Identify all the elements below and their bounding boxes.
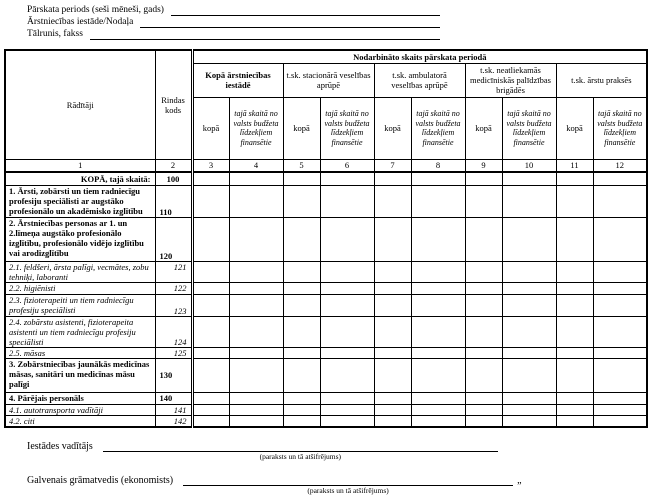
subheader-budget-3: tajā skaitā no valsts budžeta līdzekļiem finansētie [411,97,465,159]
data-cell-col8[interactable] [411,358,465,392]
subheader-total-2: kopā [283,97,320,159]
data-cell-col3[interactable] [192,261,229,282]
data-cell-col7[interactable] [374,358,411,392]
data-cell-col5[interactable] [283,185,320,217]
data-cell-col8[interactable] [411,185,465,217]
data-cell-col11[interactable] [556,217,593,261]
data-cell-col5[interactable] [283,415,320,427]
data-cell-col6[interactable] [320,282,374,294]
row-code: 120 [155,217,192,261]
data-cell-col10[interactable] [502,294,556,316]
table-row [5,358,647,392]
data-cell-col6[interactable] [320,347,374,358]
row-code: 110 [155,185,192,217]
phone-fax-field [27,28,440,40]
column-number: 8 [411,159,465,172]
row-code: 141 [155,404,192,415]
row-indicator-label: 2.2. higiēnisti [5,282,155,294]
data-cell-col12[interactable] [593,358,647,392]
data-cell-col8[interactable] [411,415,465,427]
row-code: 124 [155,316,192,347]
data-cell-col8[interactable] [411,172,465,185]
group-header-inpatient-care: t.sk. stacionārā veselības aprūpē [283,63,374,97]
data-cell-col10[interactable] [502,392,556,404]
data-cell-col4[interactable] [229,282,283,294]
data-cell-col11[interactable] [556,316,593,347]
data-cell-col11[interactable] [556,294,593,316]
data-cell-col8[interactable] [411,392,465,404]
data-cell-col3[interactable] [192,294,229,316]
data-cell-col3[interactable] [192,392,229,404]
column-number: 12 [593,159,647,172]
data-cell-col4[interactable] [229,172,283,185]
row-code-header: Rindas kods [155,50,192,159]
data-cell-col4[interactable] [229,358,283,392]
row-indicator-label: 4.1. autotransporta vadītāji [5,404,155,415]
table-body [5,172,647,427]
data-cell-col5[interactable] [283,294,320,316]
subheader-total-4: kopā [465,97,502,159]
data-cell-col7[interactable] [374,172,411,185]
header-row-column-numbers [5,159,647,172]
data-cell-col9[interactable] [465,217,502,261]
subheader-total-3: kopā [374,97,411,159]
data-cell-col7[interactable] [374,282,411,294]
data-cell-col8[interactable] [411,404,465,415]
institution-input-line[interactable] [140,18,440,28]
table-row [5,415,647,427]
data-cell-col10[interactable] [502,316,556,347]
data-cell-col3[interactable] [192,358,229,392]
data-cell-col4[interactable] [229,185,283,217]
data-cell-col7[interactable] [374,185,411,217]
group-header-emergency-brigades: t.sk. neatliekamās medicīniskās palīdzības brigādēs [465,63,556,97]
subheader-budget-4: tajā skaitā no valsts budžeta līdzekļiem finansētie [502,97,556,159]
column-number: 4 [229,159,283,172]
data-cell-col12[interactable] [593,404,647,415]
data-cell-col11[interactable] [556,282,593,294]
data-cell-col8[interactable] [411,217,465,261]
subheader-budget-1: tajā skaitā no valsts budžeta līdzekļiem finansētie [229,97,283,159]
data-cell-col9[interactable] [465,404,502,415]
data-cell-col9[interactable] [465,347,502,358]
group-header-doctor-practices: t.sk. ārstu praksēs [556,63,647,97]
data-cell-col8[interactable] [411,282,465,294]
data-cell-col10[interactable] [502,185,556,217]
data-cell-col11[interactable] [556,185,593,217]
data-cell-col11[interactable] [556,358,593,392]
data-cell-col9[interactable] [465,294,502,316]
data-cell-col3[interactable] [192,415,229,427]
data-cell-col5[interactable] [283,316,320,347]
signature-caption: (paraksts un tā atšifrējums) [307,485,389,495]
data-cell-col7[interactable] [374,217,411,261]
row-indicator-label: KOPĀ, tajā skaitā: [5,172,155,185]
data-cell-col6[interactable] [320,217,374,261]
table-row [5,185,647,217]
subheader-total-1: kopā [192,97,229,159]
data-cell-col6[interactable] [320,294,374,316]
data-cell-col7[interactable] [374,316,411,347]
row-code: 122 [155,282,192,294]
data-cell-col9[interactable] [465,172,502,185]
table-row [5,217,647,261]
column-number: 6 [320,159,374,172]
data-cell-col4[interactable] [229,316,283,347]
data-cell-col8[interactable] [411,261,465,282]
data-cell-col10[interactable] [502,358,556,392]
data-cell-col5[interactable] [283,347,320,358]
data-cell-col12[interactable] [593,172,647,185]
data-cell-col6[interactable] [320,316,374,347]
data-cell-col9[interactable] [465,261,502,282]
data-cell-col10[interactable] [502,261,556,282]
data-cell-col6[interactable] [320,358,374,392]
data-cell-col9[interactable] [465,392,502,404]
data-cell-col8[interactable] [411,347,465,358]
chief-accountant-row [27,475,650,496]
phone-fax-label: Tālrunis, fakss [27,29,83,39]
data-cell-col6[interactable] [320,172,374,185]
data-cell-col10[interactable] [502,347,556,358]
table-row [5,316,647,347]
data-cell-col6[interactable] [320,261,374,282]
column-number: 2 [155,159,192,172]
data-cell-col7[interactable] [374,294,411,316]
signature-block [27,441,650,496]
report-period-input-line[interactable] [171,6,440,16]
data-cell-col6[interactable] [320,185,374,217]
row-code: 130 [155,358,192,392]
row-indicator-label: 2.5. māsas [5,347,155,358]
data-cell-col3[interactable] [192,404,229,415]
table-row [5,294,647,316]
chief-accountant-signature-line[interactable] [183,475,513,486]
report-period-field [27,4,440,16]
data-cell-col9[interactable] [465,316,502,347]
data-cell-col11[interactable] [556,261,593,282]
column-number: 1 [5,159,155,172]
subheader-total-5: kopā [556,97,593,159]
column-number: 10 [502,159,556,172]
head-of-institution-row [27,441,650,462]
data-cell-col8[interactable] [411,316,465,347]
data-cell-col11[interactable] [556,404,593,415]
data-cell-col7[interactable] [374,392,411,404]
row-code: 142 [155,415,192,427]
data-cell-col5[interactable] [283,392,320,404]
data-cell-col10[interactable] [502,404,556,415]
quote-mark: „ [517,474,522,486]
table-row [5,404,647,415]
data-cell-col7[interactable] [374,261,411,282]
data-cell-col3[interactable] [192,185,229,217]
data-cell-col4[interactable] [229,347,283,358]
header-row-top [5,50,647,63]
subheader-budget-2: tajā skaitā no valsts budžeta līdzekļiem finansētie [320,97,374,159]
group-header-outpatient-care: t.sk. ambulatorā veselības aprūpē [374,63,465,97]
data-cell-col9[interactable] [465,415,502,427]
data-cell-col10[interactable] [502,415,556,427]
report-period-label: Pārskata periods (seši mēneši, gads) [27,5,164,15]
row-indicator-label: 2.1. feldšeri, ārsta palīgi, vecmātes, zobu tehniķi, laboranti [5,261,155,282]
data-cell-col5[interactable] [283,358,320,392]
indicators-header: Rādītāji [5,50,155,159]
chief-accountant-label: Galvenais grāmatvedis (ekonomists) [27,474,174,486]
subheader-budget-5: tajā skaitā no valsts budžeta līdzekļiem finansētie [593,97,647,159]
row-indicator-label: 2.4. zobārstu asistenti, fizioterapeita asistenti un tiem radniecīgu profesiju speciālisti [5,316,155,347]
data-cell-col3[interactable] [192,282,229,294]
data-cell-col8[interactable] [411,294,465,316]
top-fields [0,0,650,40]
data-cell-col7[interactable] [374,415,411,427]
data-cell-col4[interactable] [229,261,283,282]
data-cell-col12[interactable] [593,294,647,316]
data-cell-col12[interactable] [593,261,647,282]
data-cell-col5[interactable] [283,261,320,282]
data-cell-col12[interactable] [593,415,647,427]
data-cell-col6[interactable] [320,404,374,415]
data-cell-col10[interactable] [502,217,556,261]
data-cell-col6[interactable] [320,392,374,404]
data-cell-col4[interactable] [229,392,283,404]
employees-table [4,49,648,428]
row-indicator-label: 4.2. citi [5,415,155,427]
signature-caption: (paraksts un tā atšifrējums) [259,451,342,461]
row-indicator-label: 4. Pārējais personāls [5,392,155,404]
data-cell-col11[interactable] [556,172,593,185]
data-cell-col4[interactable] [229,294,283,316]
data-cell-col10[interactable] [502,282,556,294]
data-cell-col12[interactable] [593,217,647,261]
data-cell-col12[interactable] [593,282,647,294]
data-cell-col9[interactable] [465,185,502,217]
phone-fax-input-line[interactable] [90,30,440,40]
row-code: 125 [155,347,192,358]
data-cell-col7[interactable] [374,404,411,415]
data-cell-col6[interactable] [320,415,374,427]
institution-field [27,16,440,28]
data-cell-col12[interactable] [593,392,647,404]
column-number: 7 [374,159,411,172]
data-cell-col12[interactable] [593,347,647,358]
table-main-title: Nodarbināto skaits pārskata periodā [192,50,647,63]
data-cell-col4[interactable] [229,217,283,261]
data-cell-col3[interactable] [192,316,229,347]
data-cell-col12[interactable] [593,316,647,347]
data-cell-col5[interactable] [283,404,320,415]
data-cell-col11[interactable] [556,347,593,358]
institution-label: Ārstniecības iestāde/Nodaļa [27,17,134,27]
data-cell-col7[interactable] [374,347,411,358]
data-cell-col4[interactable] [229,404,283,415]
data-cell-col11[interactable] [556,392,593,404]
column-number: 9 [465,159,502,172]
row-indicator-label: 2. Ārstniecības personas ar 1. un 2.līmeņa augstāko profesionālo izglītību, profesionālo vidējo izglītību vai arodizglītību [5,217,155,261]
row-code: 123 [155,294,192,316]
data-cell-col9[interactable] [465,358,502,392]
data-cell-col11[interactable] [556,415,593,427]
column-number: 11 [556,159,593,172]
row-code: 140 [155,392,192,404]
group-header-total-institution: Kopā ārstniecības iestādē [192,63,283,97]
data-cell-col3[interactable] [192,347,229,358]
row-indicator-label: 1. Ārsti, zobārsti un tiem radniecīgu profesiju speciālisti ar augstāko profesionālo un akadēmisko izglītību [5,185,155,217]
row-code: 121 [155,261,192,282]
data-cell-col3[interactable] [192,217,229,261]
table-row [5,392,647,404]
row-indicator-label: 2.3. fizioterapeiti un tiem radniecīgu profesiju speciālisti [5,294,155,316]
data-cell-col12[interactable] [593,185,647,217]
head-of-institution-label: Iestādes vadītājs [27,440,93,452]
head-of-institution-signature-line[interactable] [103,441,498,452]
data-cell-col5[interactable] [283,172,320,185]
row-indicator-label: 3. Zobārstniecības jaunākās medicīnas māsas, sanitāri un medicīnas māsu palīgi [5,358,155,392]
table-row [5,347,647,358]
data-cell-col5[interactable] [283,217,320,261]
column-number: 3 [192,159,229,172]
data-cell-col9[interactable] [465,282,502,294]
column-number: 5 [283,159,320,172]
data-cell-col4[interactable] [229,415,283,427]
row-code: 100 [155,172,192,185]
data-cell-col5[interactable] [283,282,320,294]
data-cell-col10[interactable] [502,172,556,185]
table-row [5,282,647,294]
data-cell-col3[interactable] [192,172,229,185]
table-row [5,261,647,282]
table-row [5,172,647,185]
